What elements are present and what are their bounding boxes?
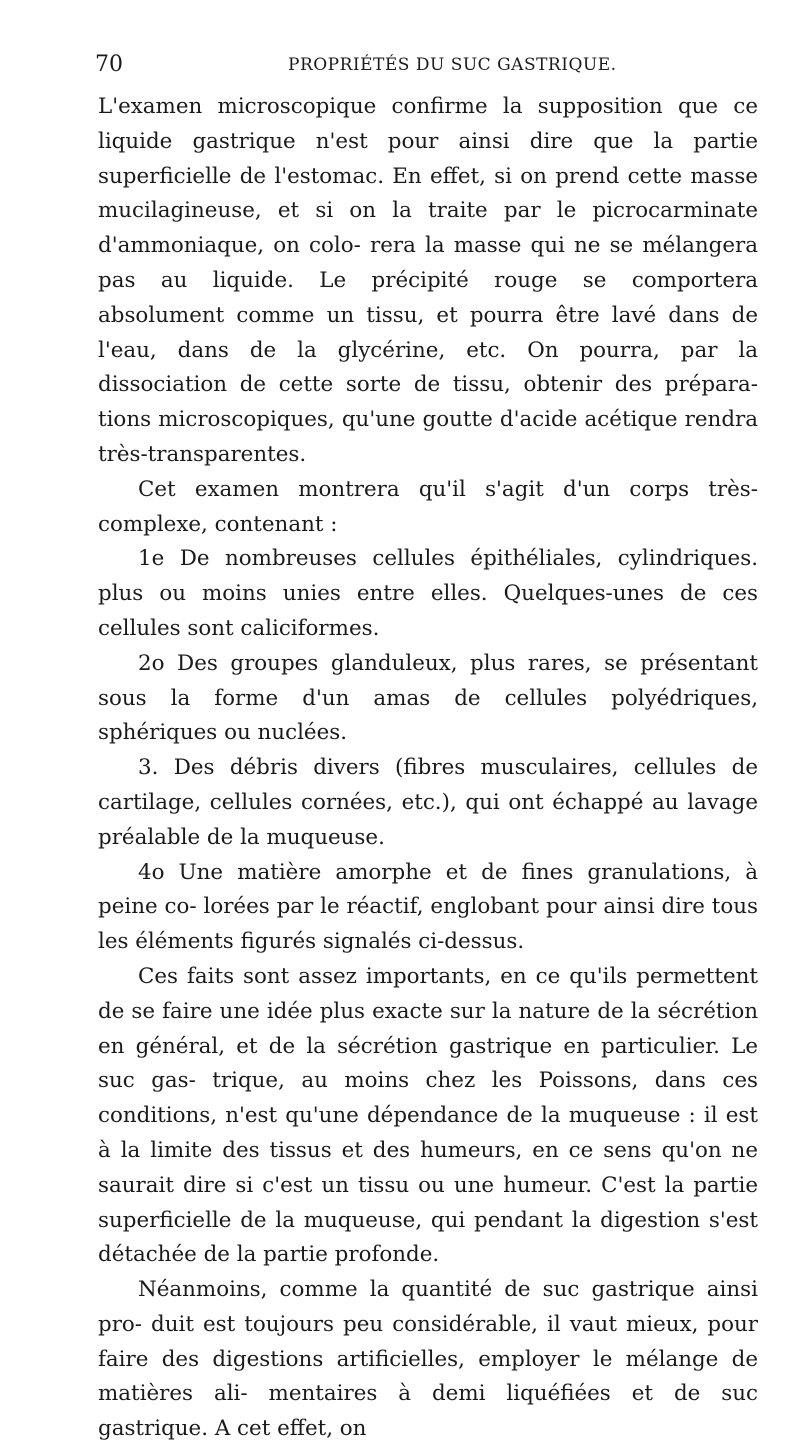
- list-item-2: 2o Des groupes glanduleux, plus rares, se présentant sous la forme d'un amas de cellules polyédriques, sphériques ou nuclées.: [98, 650, 758, 746]
- list-item-3: 3. Des débris divers (fibres musculaires, cellules de cartilage, cellules cornées, etc.), qui ont échappé au lavage préalable de la muqueuse.: [98, 755, 758, 850]
- list-item-1: 1e De nombreuses cellules épithéliales, cylindriques. plus ou moins unies entre elles. Quelques-unes de ces cellules sont caliciformes.: [98, 546, 758, 641]
- page-header: [95, 52, 748, 76]
- running-title: PROPRIÉTÉS DU SUC GASTRIQUE.: [288, 55, 617, 75]
- paragraph: L'examen microscopique confirme la supposition que ce liquide gastrique n'est pour ainsi dire que la partie superficielle de l'estomac. En effet, si on prend cette masse mucilagineuse, et si on la traite par le picrocarminate d'ammoniaque, on colo- rera la masse qui ne se mélangera pas au liquide. Le précipité rouge se comportera absolument comme un tissu, et pourra être lavé dans de l'eau, dans de la glycérine, etc. On pourra, par la dissociation de cette sorte de tissu, obtenir des prépara- tions microscopiques, qu'une goutte d'acide acétique rendra très-transparentes.: [98, 94, 758, 467]
- list-item-4: 4o Une matière amorphe et de fines granulations, à peine co- lorées par le réactif, englobant pour ainsi dire tous les éléments figurés signalés ci-dessus.: [98, 859, 758, 955]
- page-number: 70: [95, 52, 123, 77]
- paragraph: Cet examen montrera qu'il s'agit d'un corps très-complexe, contenant :: [98, 476, 758, 537]
- body-text: [98, 90, 758, 1447]
- paragraph: Néanmoins, comme la quantité de suc gastrique ainsi pro- duit est toujours peu considérable, il vaut mieux, pour faire des digestions artificielles, employer le mélange de matières ali- mentaires à demi liquéfiées et de suc gastrique. A cet effet, on: [98, 1277, 758, 1442]
- paragraph: Ces faits sont assez importants, en ce qu'ils permettent de se faire une idée plus exacte sur la nature de la sécrétion en général, et de la sécrétion gastrique en particulier. Le suc gas- trique, au moins chez les Poissons, dans ces conditions, n'est qu'une dépendance de la muqueuse : il est à la limite des tissus et des humeurs, en ce sens qu'on ne saurait dire si c'est un tissu ou une humeur. C'est la partie superficielle de la muqueuse, qui pendant la digestion s'est détachée de la partie profonde.: [98, 963, 758, 1268]
